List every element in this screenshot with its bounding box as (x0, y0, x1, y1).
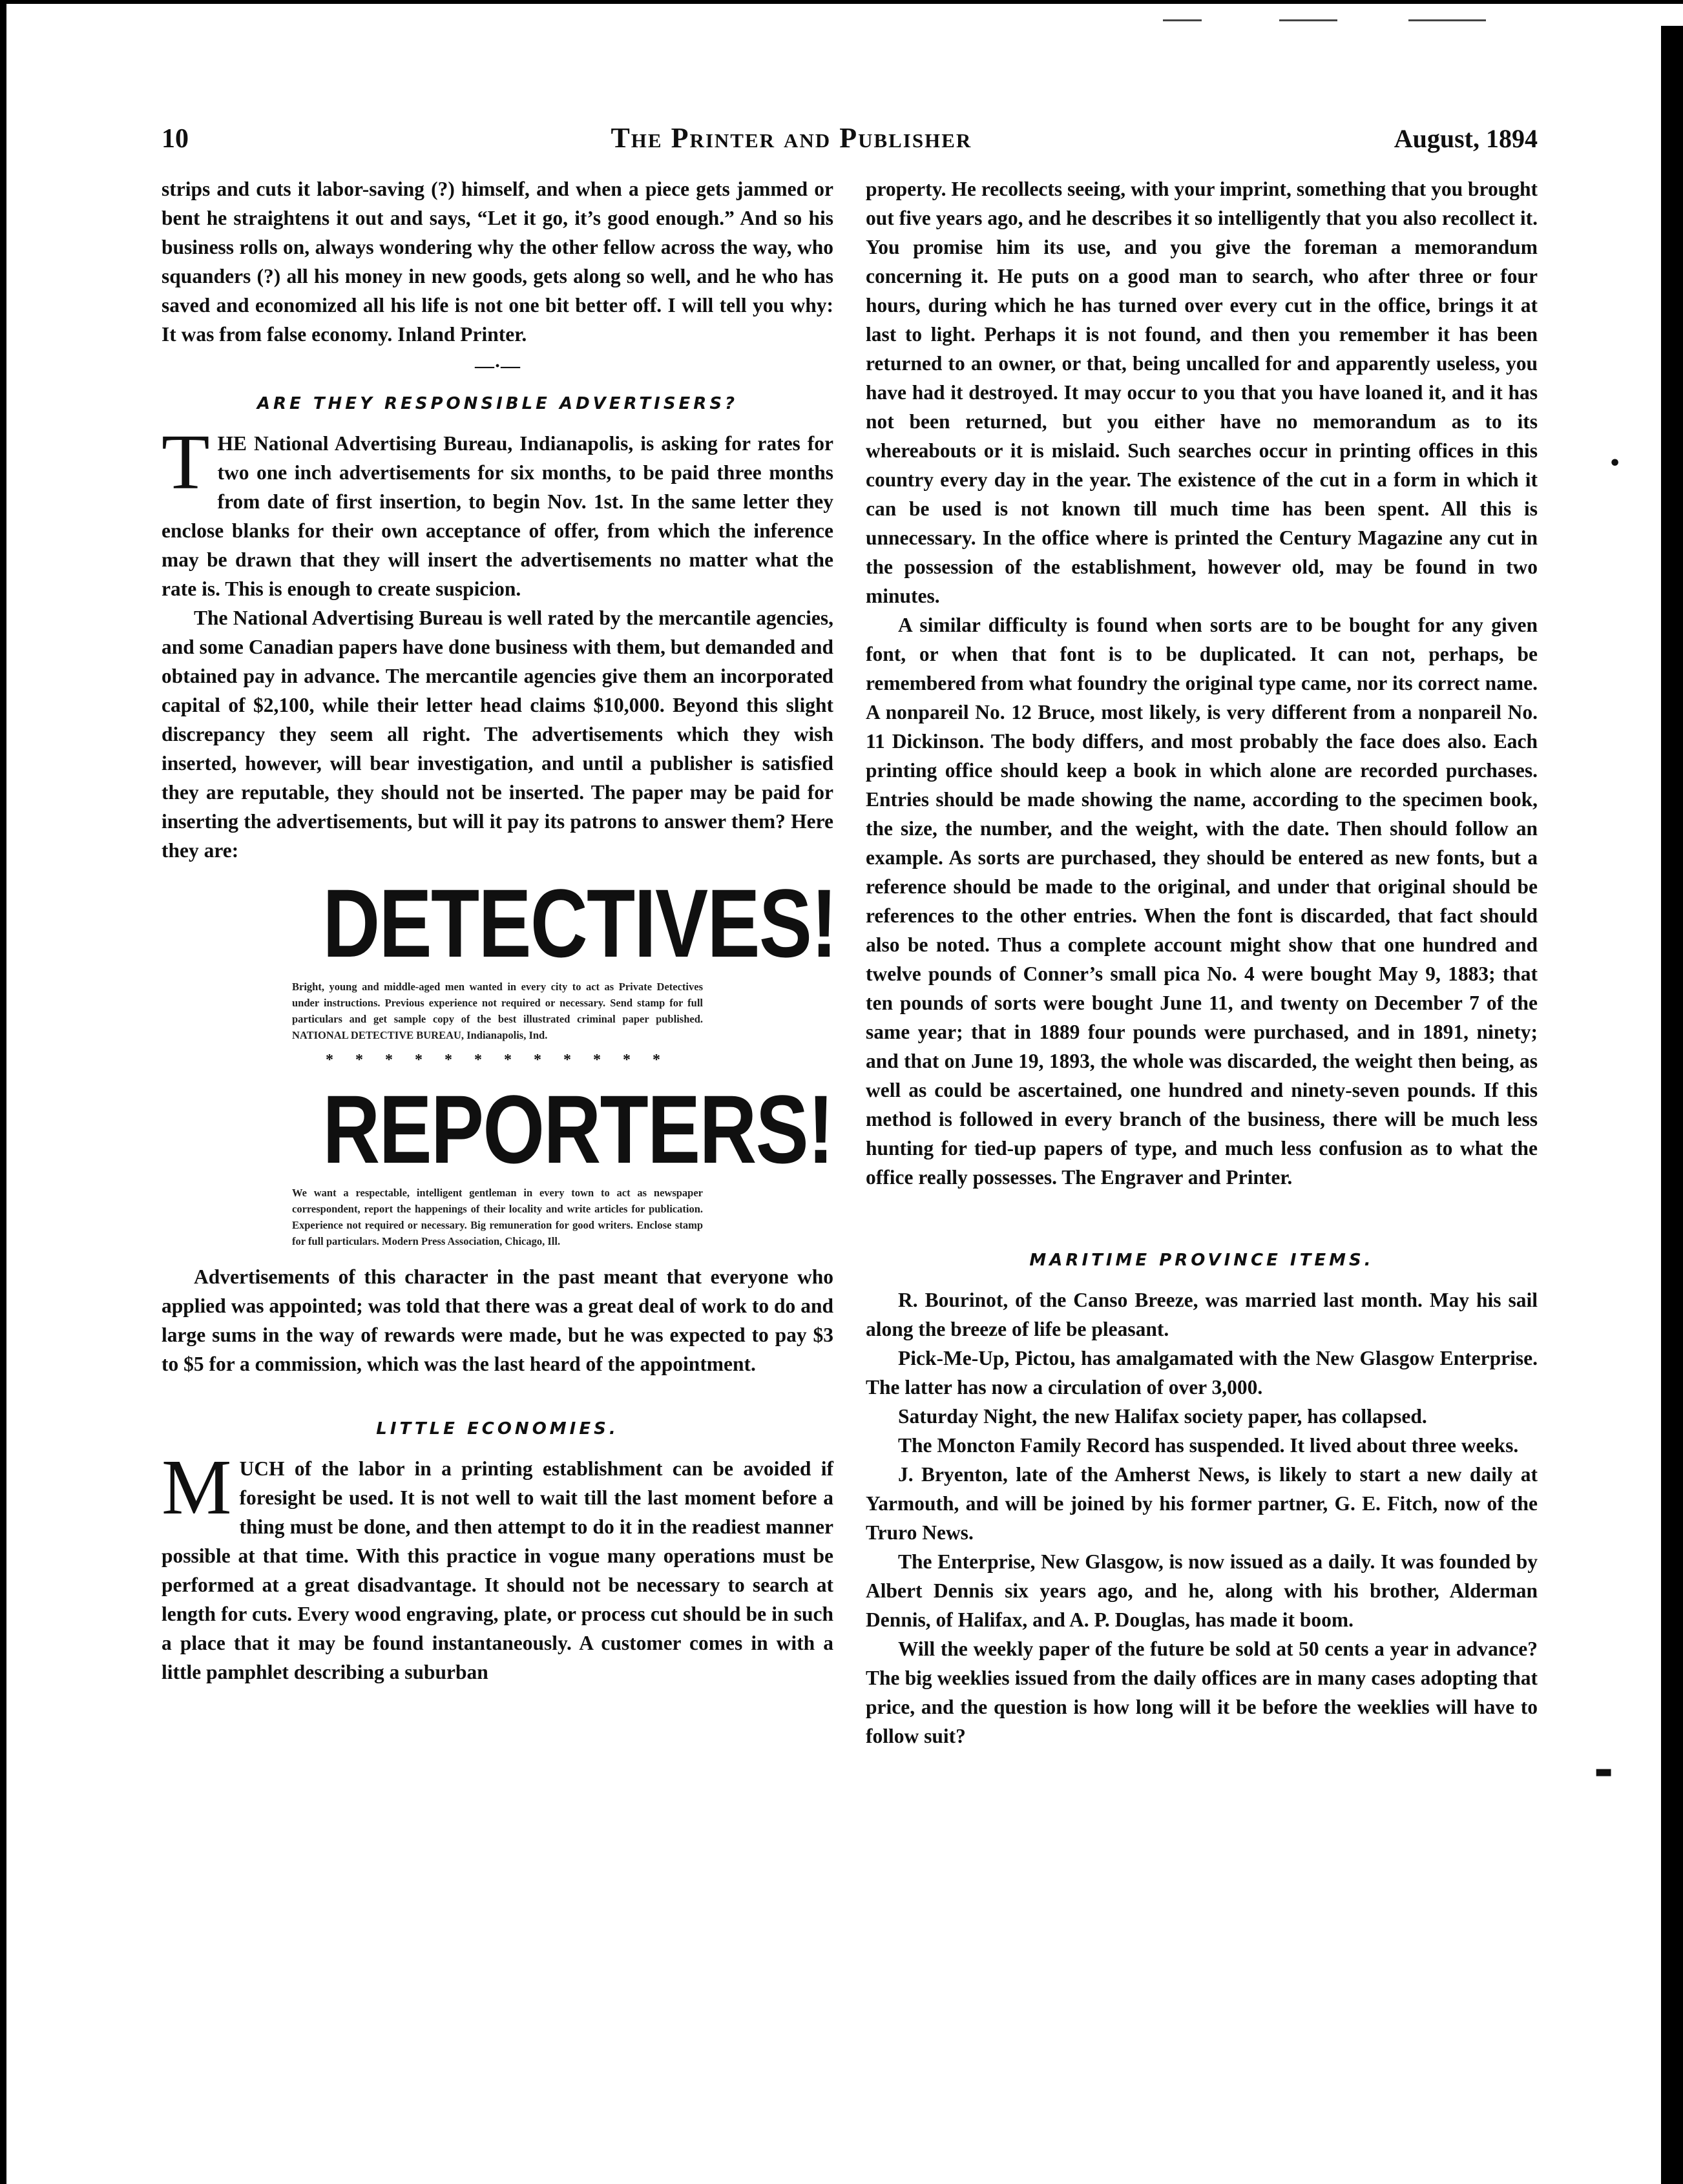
paragraph-text: UCH of the labor in a printing establishment can be avoided if foresight be used. It is not well to wait till the last moment before a thing must be done, and then attempt to do it in the readiest manner possible at that time. With this practice in vogue many operations must be performed at a great disadvantage. It should not be necessary to search at length for cuts. Every wood engraving, plate, or process cut should be in such a place that it may be found instantaneously. A customer comes in with a little pamphlet describing a suburban (162, 1457, 833, 1683)
left-column (162, 174, 837, 1687)
paragraph: Advertisements of this character in the past meant that everyone who applied was appointed; was told that there was a great deal of work to do and large sums in the way of rewards were made, but he was expected to pay $3 to $5 for a commission, which was the last heard of the appointment. (162, 1265, 833, 1375)
news-item: The Moncton Family Record has suspended. It lived about three weeks. (898, 1434, 1519, 1457)
page-left-edge (0, 0, 6, 2184)
ad-stars-row: * * * * * * * * * * * * (326, 1052, 669, 1068)
paragraph (162, 419, 833, 603)
ad-reporters-title: REPORTERS! (322, 1075, 833, 1183)
page-top-edge (0, 0, 1683, 4)
news-item: The Enterprise, New Glasgow, is now issued as a daily. It was founded by Albert Dennis six years ago, and he, along with his brother, Alderman Dennis, of Halifax, and A. P. Douglas, has made it boom. (866, 1550, 1538, 1631)
ad-detectives-text: Bright, young and middle-aged men wanted in every city to act as Private Detectives under instructions. Previous experience not required or necessary. Send stamp for full particulars and get sample copy of the best illustrated criminal paper published. NATIONAL DETECTIVE BUREAU, Indianapolis, Ind. (292, 981, 703, 1041)
page-number: 10 (162, 124, 189, 154)
news-item: J. Bryenton, late of the Amherst News, is likely to start a new daily at Yarmouth, and will be joined by his former partner, G. E. Fitch, now of the Truro News. (866, 1463, 1538, 1544)
section-separator: —·— (474, 355, 520, 377)
news-item: R. Bourinot, of the Canso Breeze, was married last month. May his sail along the breeze of life be pleasant. (866, 1289, 1538, 1340)
issue-date: August, 1894 (1394, 124, 1538, 153)
scan-mark (1163, 19, 1202, 21)
continuation-paragraph: strips and cuts it labor-saving (?) himself, and when a piece gets jammed or bent he straightens it out and says, “Let it go, it’s good enough.” And so his business rolls on, always wondering why the other fellow across the way, who squanders (?) all his money in new goods, gets along so well, and he who has saved and economized all his life is not one bit better off. I will tell you why: It was from false economy. Inland Printer. (162, 178, 833, 346)
scan-mark (1279, 19, 1337, 21)
news-item: Will the weekly paper of the future be sold at 50 cents a year in advance? The big weeklies issued from the daily offices are in many cases adopting that price, and the question is how long will it be before the weeklies will have to follow suit? (866, 1638, 1538, 1747)
ad-detectives-title: DETECTIVES! (322, 869, 837, 977)
ad-reporters-text: We want a respectable, intelligent gentleman in every town to act as newspaper correspondent, report the happenings of their locality and write articles for publication. Experience not required or necessary. Big remuneration for good writers. Enclose stamp for full particulars. Modern Press Association, Chicago, Ill. (292, 1187, 703, 1247)
drop-cap: M (162, 1444, 232, 1531)
paragraph: property. He recollects seeing, with your imprint, something that you brought out five years ago, and he describes it so intelligently that you also recollect it. You promise him its use, and you give the foreman a memorandum concerning it. He puts on a good man to search, who after three or four hours, during which he has turned over every cut in the office, brings it at last to light. Perhaps it is not found, and then you remember it has been returned to an owner, or that, being uncalled for and apparently useless, you have had it destroyed. It may occur to you that you have loaned it, and it has not been returned, but you either have no memorandum as to its whereabouts or it is mislaid. Such searches occur in printing offices in this country every day in the year. The existence of the cut in a form in which it can be used is not known till much time has been spent. All this is unnecessary. In the office where is printed the Century Magazine any cut in the possession of the establishment, however old, may be found in two minutes. (866, 178, 1538, 607)
quoted-advertisements (284, 869, 837, 1249)
paragraph: A similar difficulty is found when sorts are to be bought for any given font, or when that font is to be duplicated. It can not, perhaps, be remembered from what foundry the original type came, nor its correct name. A nonpareil No. 12 Bruce, most likely, is very different from a nonpareil No. 11 Dickinson. The body differs, and most probably the face does also. Each printing office should keep a book in which alone are recorded purchases. Entries should be made showing the name, according to the specimen book, the size, the number, and the weight, with the date. Then should follow an example. As sorts are purchased, they should be entered as new fonts, but a reference should be made to the original, and under that original should be references to the other entries. When the font is discarded, that fact should also be noted. Thus a complete account might show that one hundred and twelve pounds of Conner’s small pica No. 4 were bought May 9, 1883; that ten pounds of sorts were bought June 11, and twenty on December 7 of the same year; that in 1889 four pounds were purchased, and in 1891, ninety; and that on June 19, 1893, the whole was discarded, the weight then being, as well as could be ascertained, one hundred and ninety-seven pounds. If this method is followed in every branch of the business, there will be much less hunting for tied-up papers of type, and much less confusion as to what the office really possesses. The Engraver and Printer. (866, 614, 1538, 1189)
paragraph (162, 1444, 833, 1687)
news-item: Saturday Night, the new Halifax society paper, has collapsed. (898, 1405, 1427, 1428)
heading-little-economies: LITTLE ECONOMIES. (376, 1419, 619, 1439)
running-header (162, 121, 1538, 160)
page-right-edge (1661, 26, 1683, 2184)
heading-maritime-items: MARITIME PROVINCE ITEMS. (1029, 1251, 1374, 1270)
margin-dot: • (1609, 452, 1622, 475)
margin-dash: ▬ (1594, 1760, 1613, 1783)
drop-cap: T (162, 419, 210, 506)
paragraph: The National Advertising Bureau is well rated by the mercantile agencies, and some Canadian papers have done business with them, but demanded and obtained pay in advance. The mercantile agencies give them an incorporated capital of $2,100, while their letter head claims $10,000. Beyond this slight discrepancy they seem all right. The advertisements which they wish inserted, however, will bear investigation, and until a publisher is satisfied they are reputable, they should not be inserted. The paper may be paid for inserting the advertisements, but will it pay its patrons to answer them? Here they are: (162, 607, 833, 862)
news-item: Pick-Me-Up, Pictou, has amalgamated with the New Glasgow Enterprise. The latter has now a circulation of over 3,000. (866, 1347, 1538, 1399)
scan-mark (1408, 19, 1486, 21)
masthead: The Printer and Publisher (611, 122, 972, 154)
right-column (866, 174, 1538, 1751)
heading-responsible-advertisers: ARE THEY RESPONSIBLE ADVERTISERS? (256, 394, 738, 413)
paragraph-text: HE National Advertising Bureau, Indianapolis, is asking for rates for two one inch advertisements for six months, to be paid three months from date of first insertion, to begin Nov. 1st. In the same letter they enclose blanks for their own acceptance of offer, from which the inference may be drawn that they will insert the advertisements no matter what the rate is. This is enough to create suspicion. (162, 432, 833, 600)
